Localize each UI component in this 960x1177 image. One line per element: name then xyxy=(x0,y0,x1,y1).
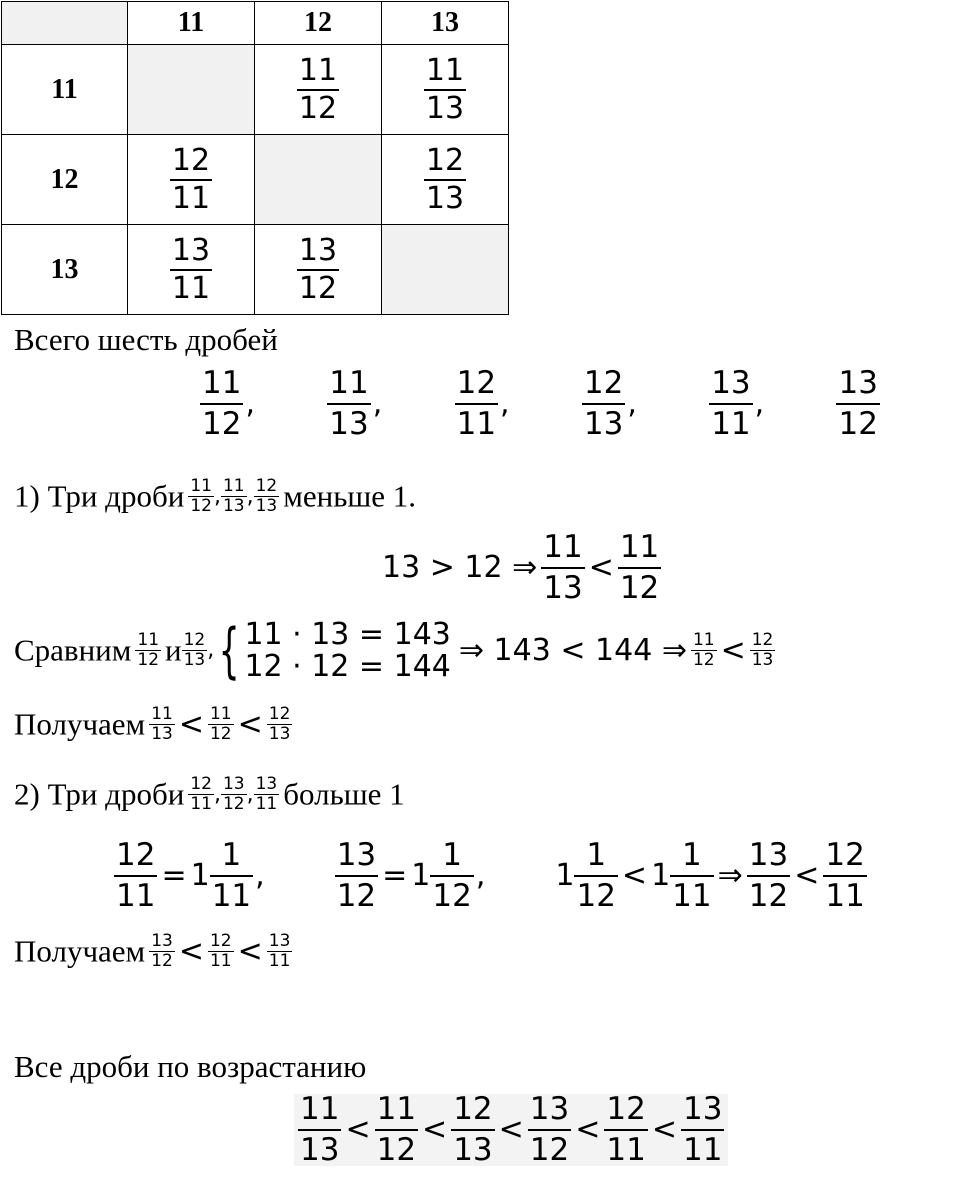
comma: , xyxy=(475,858,486,893)
fraction: $\frac{1}{11}$ xyxy=(211,837,252,914)
fraction: $\frac{12}{11}$ xyxy=(456,365,497,442)
fraction: $\frac{12}{13}$ xyxy=(255,476,278,516)
compare-left: 13 > 12 ⇒ xyxy=(382,550,538,585)
equals: = xyxy=(382,858,408,893)
fraction: $\frac{12}{11}$ xyxy=(116,837,156,914)
less-than: < xyxy=(588,550,614,585)
whole-part: 1 xyxy=(411,858,431,893)
compare-label: Сравним xyxy=(14,632,132,668)
fraction-item xyxy=(582,365,637,442)
fraction: $\frac{11}{12}$ xyxy=(692,630,715,670)
fraction: $\frac{11}{13}$ xyxy=(543,529,583,606)
fraction: $\frac{11}{12}$ xyxy=(209,704,232,744)
fraction: $\frac{11}{12}$ xyxy=(619,529,660,606)
fraction: $\frac{12}{13}$ xyxy=(453,1091,493,1168)
and-word: и xyxy=(165,632,182,668)
step2-line xyxy=(14,776,405,813)
table-cell-empty xyxy=(128,45,255,135)
less-than: < xyxy=(720,632,746,668)
whole-part: 1 xyxy=(555,858,575,893)
less-than: < xyxy=(575,1112,601,1147)
result-label: Получаем xyxy=(14,933,146,969)
comma: , xyxy=(754,386,765,421)
fraction: $\frac{13}{11}$ xyxy=(171,232,211,306)
fraction: $\frac{1}{12}$ xyxy=(432,837,472,914)
fraction: $\frac{13}{11}$ xyxy=(711,365,751,442)
table-cell xyxy=(255,225,382,315)
fraction: $\frac{11}{12}$ xyxy=(190,476,212,516)
comma: , xyxy=(500,386,510,421)
intro-text: Всего шесть дробей xyxy=(14,322,278,357)
column-header: 12 xyxy=(255,2,382,45)
whole-part: 1 xyxy=(190,858,210,893)
fraction: $\frac{13}{12}$ xyxy=(298,232,338,306)
column-header: 13 xyxy=(382,2,509,45)
final-chain xyxy=(294,1091,728,1168)
result-label: Получаем xyxy=(14,706,146,742)
fraction: $\frac{13}{11}$ xyxy=(255,774,278,814)
fraction: $\frac{12}{11}$ xyxy=(190,774,212,814)
less-than: < xyxy=(498,1112,524,1147)
fraction: $\frac{12}{11}$ xyxy=(209,931,232,971)
whole-part: 1 xyxy=(651,858,671,893)
row-header: 12 xyxy=(2,135,128,225)
fraction: $\frac{12}{13}$ xyxy=(751,630,774,670)
comma: , xyxy=(213,483,221,509)
step2-result xyxy=(14,933,292,970)
fraction: $\frac{13}{12}$ xyxy=(838,365,878,442)
fraction-item xyxy=(709,365,765,442)
column-header: 11 xyxy=(128,2,255,45)
fraction: $\frac{11}{12}$ xyxy=(376,1091,417,1168)
comma: , xyxy=(372,386,383,421)
fraction-item xyxy=(455,365,510,442)
fraction-item xyxy=(200,365,255,442)
step1-result xyxy=(14,706,292,743)
fraction: $\frac{12}{13}$ xyxy=(425,142,465,216)
system-result: ⇒ 143 < 144 ⇒ xyxy=(458,632,687,668)
fraction: $\frac{11}{12}$ xyxy=(137,630,160,670)
less-than: < xyxy=(237,706,263,742)
less-than: < xyxy=(621,858,648,893)
fraction: $\frac{11}{12}$ xyxy=(202,365,242,442)
step1-line xyxy=(14,478,416,515)
table-cell-empty xyxy=(382,225,509,315)
fraction: $\frac{13}{11}$ xyxy=(682,1091,723,1168)
equals: = xyxy=(161,858,187,893)
step1-prefix: 1) Три дроби xyxy=(14,478,185,514)
fraction: $\frac{12}{13}$ xyxy=(583,365,624,442)
table-cell xyxy=(382,45,509,135)
mixed-number-line xyxy=(114,837,867,914)
fraction: $\frac{13}{12}$ xyxy=(222,774,245,814)
equation-system: 11 · 13 = 143 12 · 12 = 144 xyxy=(244,617,451,684)
step2-prefix: 2) Три дроби xyxy=(14,776,185,812)
less-than: < xyxy=(651,1112,677,1147)
fraction: $\frac{12}{13}$ xyxy=(268,704,291,744)
fraction-table xyxy=(1,1,509,315)
implies: ⇒ xyxy=(717,858,743,893)
less-than: < xyxy=(345,1112,371,1147)
fraction-item xyxy=(836,365,879,442)
table-cell xyxy=(255,45,382,135)
table-cell xyxy=(128,135,255,225)
comma: , xyxy=(627,386,637,421)
less-than: < xyxy=(794,858,820,893)
step2-suffix: больше 1 xyxy=(283,776,405,812)
less-than: < xyxy=(422,1112,448,1147)
comparison-13-12 xyxy=(382,529,661,606)
fraction: $\frac{11}{13}$ xyxy=(151,704,173,744)
fraction: $\frac{12}{13}$ xyxy=(183,630,206,670)
fraction: $\frac{1}{12}$ xyxy=(576,837,616,914)
compare-line xyxy=(14,615,775,686)
fraction: $\frac{11}{12}$ xyxy=(298,52,338,126)
less-than: < xyxy=(178,933,204,969)
fraction: $\frac{1}{11}$ xyxy=(672,837,712,914)
row-header: 11 xyxy=(2,45,128,135)
comma: , xyxy=(246,781,254,807)
fraction-item xyxy=(327,365,383,442)
step1-suffix: меньше 1. xyxy=(283,478,416,514)
brace: { xyxy=(218,615,240,686)
fraction: $\frac{12}{11}$ xyxy=(171,142,211,216)
fraction: $\frac{12}{11}$ xyxy=(825,837,865,914)
fraction: $\frac{13}{12}$ xyxy=(336,837,377,914)
fraction: $\frac{11}{13}$ xyxy=(222,476,245,516)
comma: , xyxy=(213,781,221,807)
comma: , xyxy=(246,483,254,509)
table-cell-empty xyxy=(255,135,382,225)
fraction: $\frac{13}{12}$ xyxy=(529,1091,570,1168)
fraction: $\frac{13}{12}$ xyxy=(748,837,789,914)
table-cell xyxy=(128,225,255,315)
fraction: $\frac{11}{13}$ xyxy=(425,52,465,126)
six-fractions-row xyxy=(200,365,880,442)
fraction: $\frac{11}{13}$ xyxy=(329,365,369,442)
table-corner-cell xyxy=(2,2,128,45)
fraction: $\frac{13}{12}$ xyxy=(151,931,173,971)
fraction: $\frac{13}{11}$ xyxy=(268,931,291,971)
comma: , xyxy=(245,386,255,421)
fraction: $\frac{11}{13}$ xyxy=(300,1091,340,1168)
final-label: Все дроби по возрастанию xyxy=(14,1049,367,1084)
table-cell xyxy=(382,135,509,225)
less-than: < xyxy=(178,706,204,742)
fraction: $\frac{12}{11}$ xyxy=(606,1091,646,1168)
comma: , xyxy=(207,637,215,663)
comma: , xyxy=(255,858,265,893)
less-than: < xyxy=(237,933,263,969)
row-header: 13 xyxy=(2,225,128,315)
